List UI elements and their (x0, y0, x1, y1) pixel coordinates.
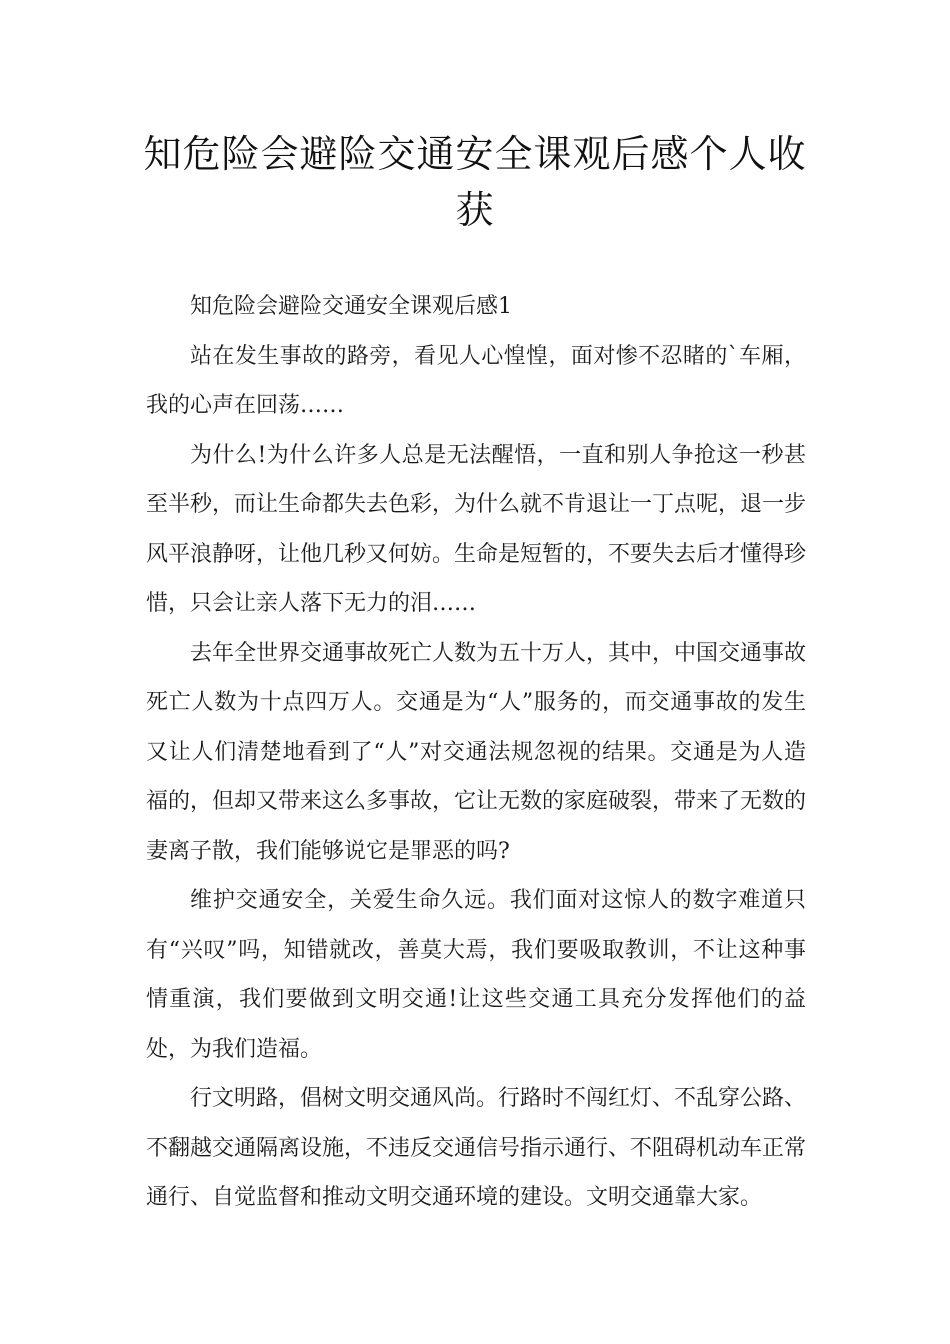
document-title: 知危险会避险交通安全课观后感个人收获 (143, 132, 807, 232)
paragraph: 去年全世界交通事故死亡人数为五十万人，其中，中国交通事故死亡人数为十点四万人。交通是为“人”服务的，而交通事故的发生又让人们清楚地看到了“人”对交通法规忽视的结果。交通是为人造福的，但却又带来这么多事故，它让无数的家庭破裂，带来了无数的妻离子散，我们能够说它是罪恶的吗? (146, 640, 807, 864)
paragraph: 为什么!为什么许多人总是无法醒悟，一直和别人争抢这一秒甚至半秒，而让生命都失去色彩，为什么就不肯退让一丁点呢，退一步风平浪静呀，让他几秒又何妨。生命是短暂的，不要失去后才懂得珍惜，只会让亲人落下无力的泪…… (146, 442, 807, 616)
paragraph: 站在发生事故的路旁，看见人心惶惶，面对惨不忍睹的`车厢，我的心声在回荡…… (146, 343, 806, 418)
document-body (146, 282, 806, 1223)
paragraph-heading: 知危险会避险交通安全课观后感1 (190, 294, 512, 319)
paragraph: 维护交通安全，关爱生命久远。我们面对这惊人的数字难道只有“兴叹”吗，知错就改，善莫大焉，我们要吸取教训，不让这种事情重演，我们要做到文明交通!让这些交通工具充分发挥他们的益处，为我们造福。 (146, 888, 806, 1062)
paragraph: 行文明路，倡树文明交通风尚。行路时不闯红灯、不乱穿公路、不翻越交通隔离设施，不违反交通信号指示通行、不阻碍机动车正常通行、自觉监督和推动文明交通环境的建设。文明交通靠大家。 (146, 1086, 807, 1210)
